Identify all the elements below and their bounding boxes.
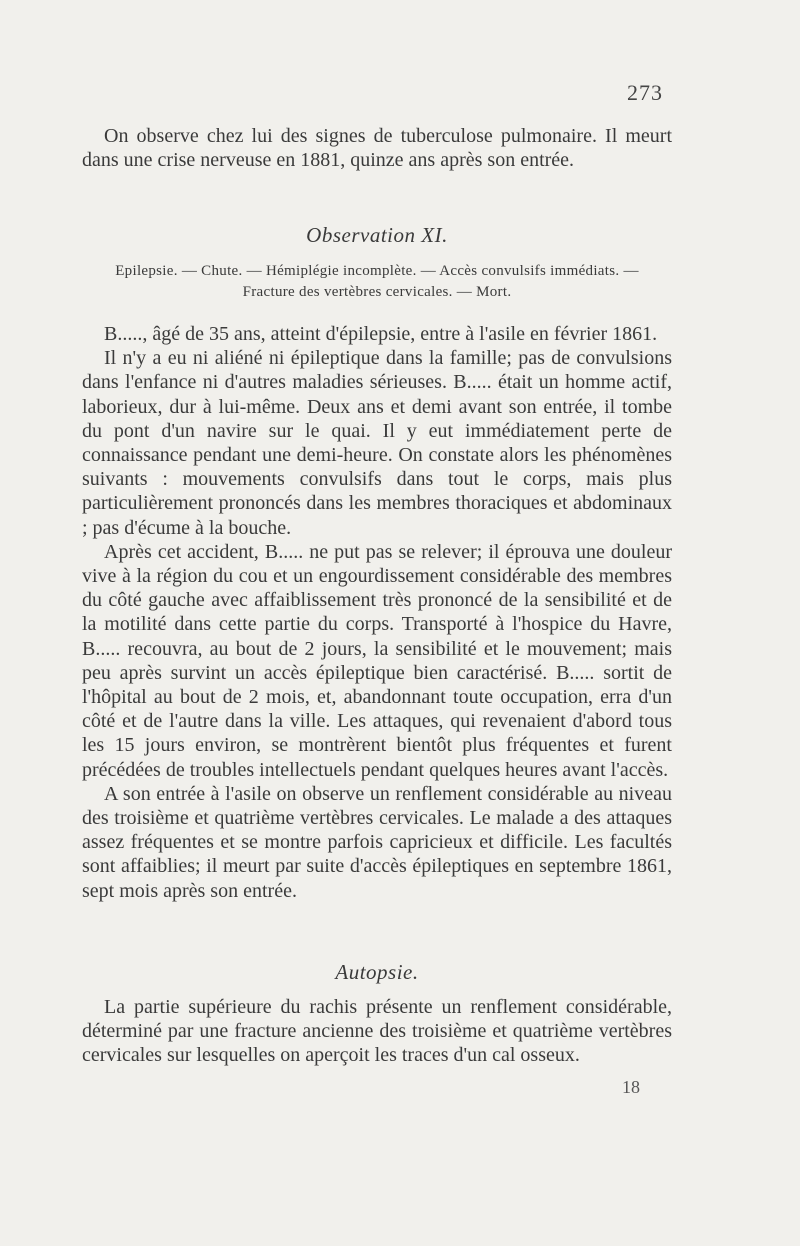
intro-paragraph — [82, 124, 672, 172]
autopsy-paragraph: La partie supérieure du rachis présente un renflement considérable, déterminé par une fracture ancienne des troisième et quatrième vertèbres cervicales sur lesquelles on aperçoit les traces d'un cal osseux. — [82, 996, 672, 1067]
signature-mark: 18 — [622, 1077, 640, 1097]
observation-summary — [82, 261, 672, 303]
autopsy-title: Autopsie. — [335, 960, 419, 984]
case-body — [82, 322, 672, 903]
observation-title: Observation XI. — [306, 223, 448, 247]
autopsy-body — [82, 995, 672, 1068]
summary-line-2: Fracture des vertèbres cervicales. — Mort. — [242, 284, 512, 300]
summary-line-1: Epilepsie. — Chute. — Hémiplégie incomplète. — Accès convulsifs immédiats. — — [115, 263, 639, 279]
case-paragraph-4: A son entrée à l'asile on observe un renflement considérable au niveau des troisième et quatrième vertèbres cervicales. Le malade a des attaques assez fréquentes et se montre parfois capricieux et difficile. Les facultés sont affaiblies; il meurt par suite d'accès épileptiques en septembre 1861, sept mois après son entrée. — [82, 782, 672, 902]
case-paragraph-3: Après cet accident, B..... ne put pas se relever; il éprouva une douleur vive à la région du cou et un engourdissement considérable des membres du côté gauche avec affaiblissement très prononcé de la sensibilité et de la motilité dans cette partie du corps. Transporté à l'hospice du Havre, B..... recouvra, au bout de 2 jours, la sensibilité et le mouvement; mais peu après survint un accès épileptique bien caractérisé. B..... sortit de l'hôpital au bout de 2 mois, et, abandonnant toute occupation, erra d'un côté et de l'autre dans la ville. Les attaques, qui revenaient d'abord tous les 15 jours environ, se montrèrent bientôt plus fréquentes et furent précédées de troubles intellectuels pendant quelques heures avant l'accès. — [82, 540, 672, 781]
case-paragraph-2: Il n'y a eu ni aliéné ni épileptique dans la famille; pas de convulsions dans l'enfance ni d'autres maladies sérieuses. B..... était un homme actif, laborieux, dur à lui-même. Deux ans et demi avant son entrée, il tombe du pont d'un navire sur le quai. Il y eut immédiatement perte de connaissance pendant une demi-heure. On constate alors les phénomènes suivants : mouvements convulsifs dans tout le corps, mais plus particulièrement prononcés dans les membres thoraciques et abdominaux ; pas d'écume à la bouche. — [82, 347, 672, 539]
case-paragraph-1: B....., âgé de 35 ans, atteint d'épilepsie, entre à l'asile en février 1861. — [104, 323, 658, 345]
page-number: 273 — [627, 80, 663, 105]
intro-text: On observe chez lui des signes de tuberculose pulmonaire. Il meurt dans une crise nerveuse en 1881, quinze ans après son entrée. — [82, 125, 672, 172]
